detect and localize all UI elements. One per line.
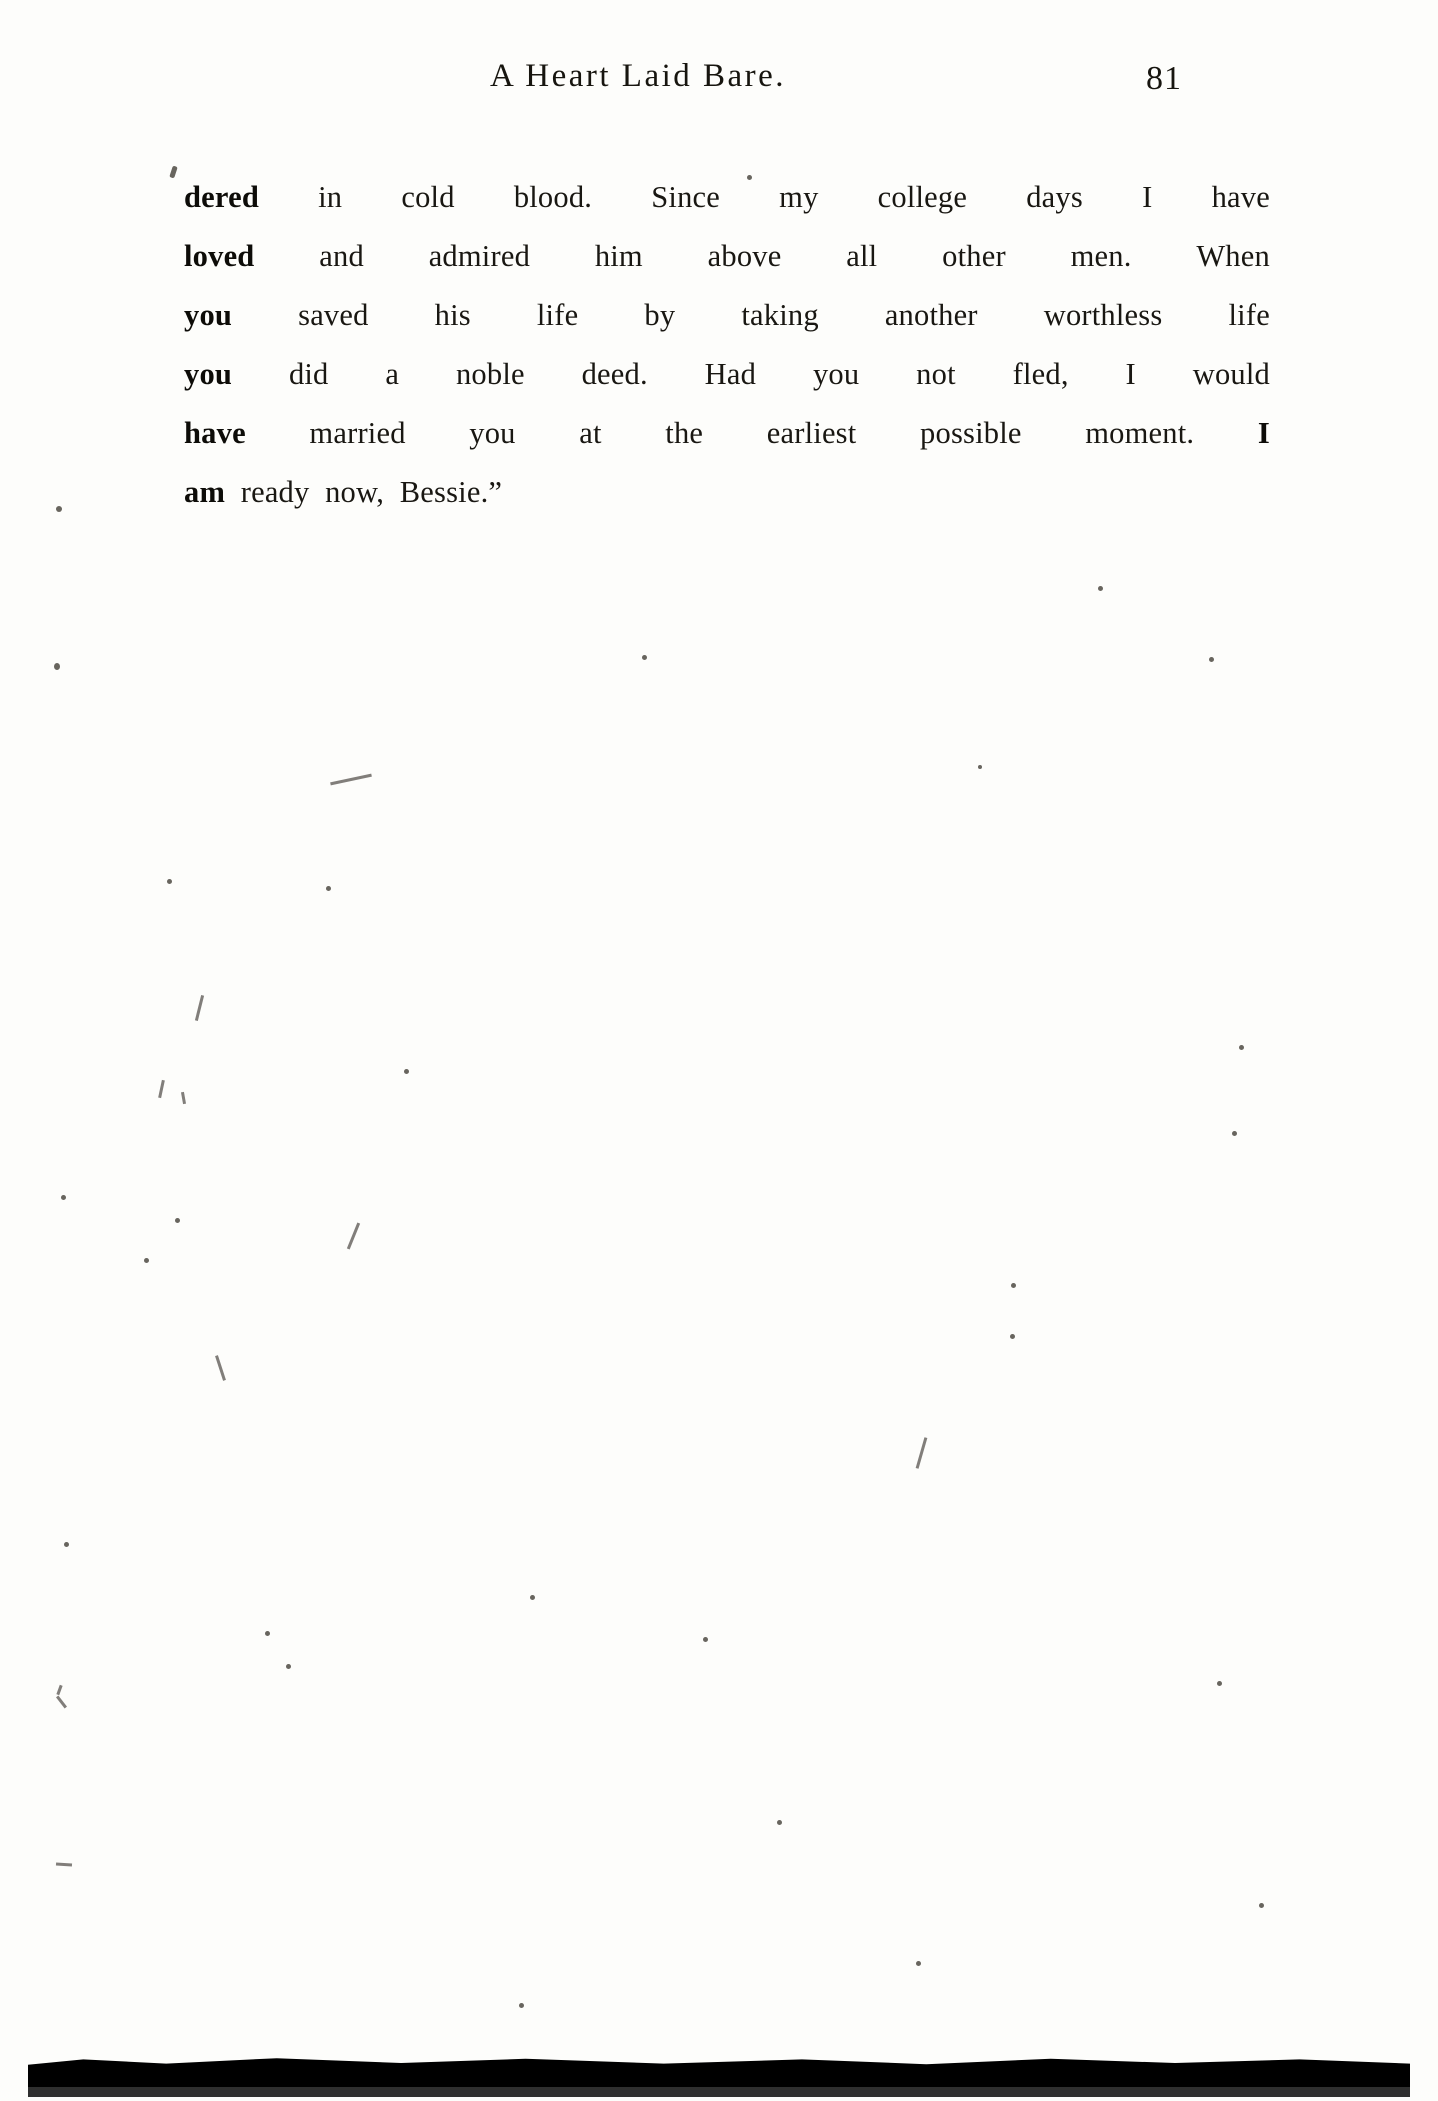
word: days	[1026, 180, 1083, 214]
word: did	[288, 357, 329, 391]
scan-bottom-edge	[28, 2057, 1410, 2087]
scan-speck	[1232, 1131, 1237, 1136]
word: him	[594, 239, 643, 273]
scan-speck	[1239, 1045, 1244, 1050]
word: taking	[741, 298, 819, 332]
scan-speck	[167, 879, 172, 884]
scan-speck	[169, 166, 177, 179]
word: deed.	[581, 357, 648, 391]
word: married	[309, 416, 406, 450]
scan-streak	[181, 1092, 186, 1104]
word: you	[184, 298, 233, 332]
scan-speck	[519, 2003, 524, 2008]
word: would	[1192, 357, 1270, 391]
word: my	[779, 180, 819, 214]
word: am	[184, 475, 226, 509]
scan-streak	[916, 1437, 928, 1469]
scan-speck	[286, 1664, 291, 1669]
scan-streak	[56, 1696, 67, 1709]
word: you	[184, 357, 233, 391]
word: I	[1257, 416, 1270, 450]
text-line	[184, 345, 1270, 404]
scan-speck	[265, 1631, 270, 1636]
scan-speck	[1098, 586, 1103, 591]
word: Since	[651, 180, 721, 214]
word: have	[1211, 180, 1270, 214]
scan-speck	[1217, 1681, 1222, 1686]
word: you	[812, 357, 860, 391]
word: dered	[184, 180, 259, 214]
word: fled,	[1012, 357, 1069, 391]
text-line	[184, 227, 1270, 286]
scan-speck	[777, 1820, 782, 1825]
word: life	[536, 298, 579, 332]
word: another	[884, 298, 978, 332]
scan-streak	[330, 774, 372, 786]
word: a	[385, 357, 400, 391]
word: the	[665, 416, 704, 450]
word: in	[318, 180, 343, 214]
scan-streak	[56, 1685, 62, 1695]
word: not	[916, 357, 956, 391]
word: admired	[428, 239, 531, 273]
scan-speck	[1209, 657, 1214, 662]
scan-streak	[158, 1080, 165, 1098]
word: I	[1142, 180, 1153, 214]
scan-speck	[144, 1258, 149, 1263]
text-line	[184, 463, 1270, 522]
scan-speck	[747, 175, 752, 180]
word: now,	[325, 475, 385, 509]
word: Bessie.”	[399, 475, 503, 509]
word: worthless	[1043, 298, 1163, 332]
word: I	[1125, 357, 1136, 391]
word: life	[1228, 298, 1270, 332]
word: saved	[298, 298, 369, 332]
word: blood.	[513, 180, 593, 214]
scan-streak	[56, 1862, 72, 1866]
word: earliest	[766, 416, 857, 450]
scan-speck	[1010, 1334, 1015, 1339]
scan-speck	[530, 1595, 535, 1600]
scan-speck	[175, 1218, 180, 1223]
page-number: 81	[1146, 60, 1182, 97]
word: and	[319, 239, 364, 273]
word: above	[707, 239, 782, 273]
scan-speck	[1259, 1903, 1264, 1908]
word: When	[1196, 239, 1270, 273]
scan-streak	[347, 1222, 360, 1249]
word: men.	[1070, 239, 1132, 273]
word: ready	[240, 475, 310, 509]
word: other	[942, 239, 1006, 273]
word: Had	[704, 357, 757, 391]
scan-speck	[404, 1069, 409, 1074]
scan-streak	[195, 995, 204, 1021]
text-line	[184, 404, 1270, 463]
word: college	[877, 180, 968, 214]
scan-speck	[54, 663, 60, 670]
page-title: A Heart Laid Bare.	[490, 58, 787, 94]
word: by	[644, 298, 676, 332]
scan-speck	[61, 1195, 66, 1200]
scan-speck	[978, 765, 982, 769]
text-line	[184, 286, 1270, 345]
word: possible	[920, 416, 1022, 450]
scan-speck	[56, 506, 62, 512]
scan-speck	[642, 655, 647, 660]
word: you	[469, 416, 516, 450]
word: loved	[184, 239, 255, 273]
scan-speck	[1011, 1283, 1016, 1288]
word: moment.	[1085, 416, 1195, 450]
scan-speck	[703, 1637, 708, 1642]
word: have	[184, 416, 246, 450]
body-text	[184, 168, 1270, 522]
word: at	[579, 416, 602, 450]
running-head	[170, 58, 1270, 108]
scan-speck	[916, 1961, 921, 1966]
word: his	[434, 298, 471, 332]
word: all	[846, 239, 878, 273]
scan-speck	[326, 886, 331, 891]
scan-streak	[215, 1355, 226, 1381]
word: cold	[401, 180, 455, 214]
text-line	[184, 168, 1270, 227]
word: noble	[455, 357, 525, 391]
scan-speck	[64, 1542, 69, 1547]
